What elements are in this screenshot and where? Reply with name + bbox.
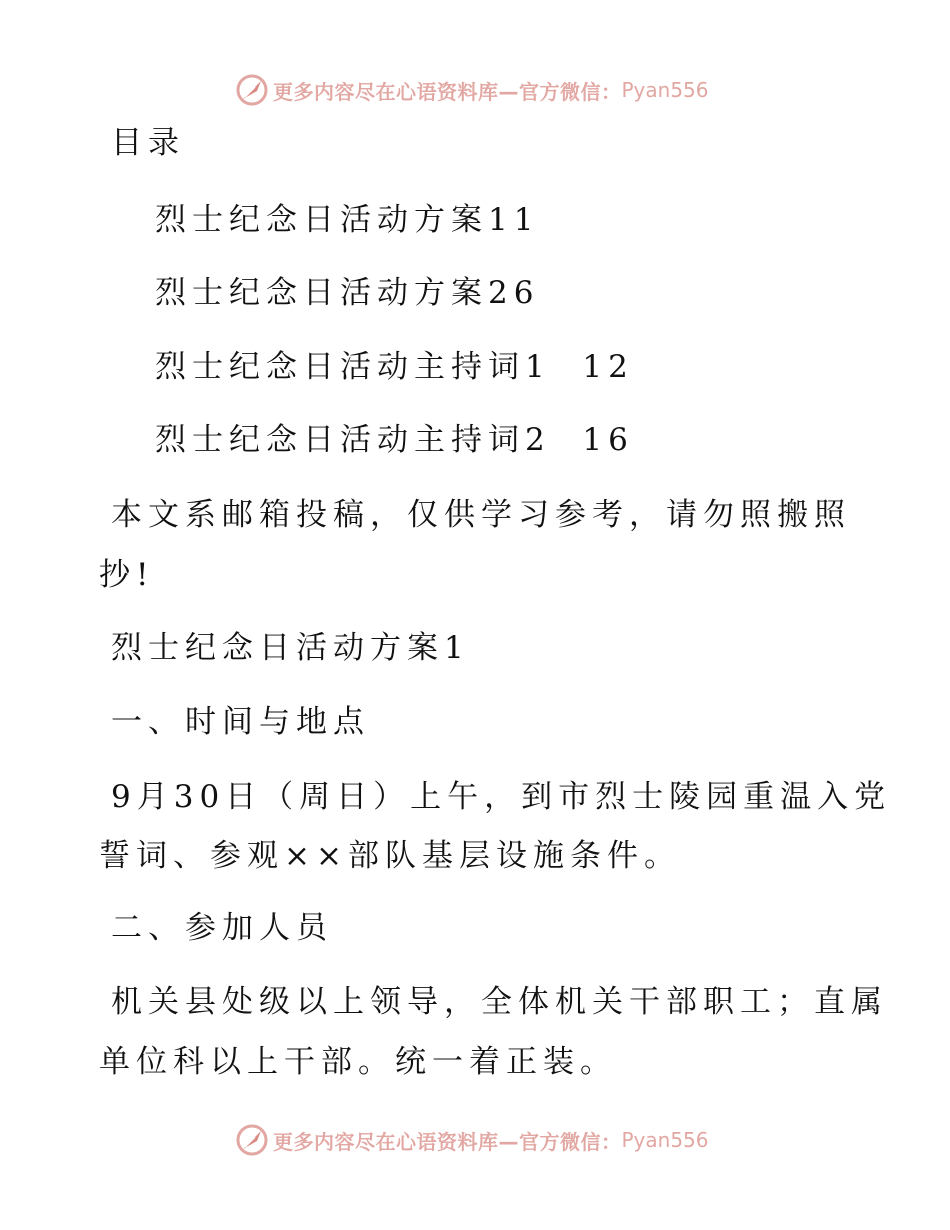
footer-watermark (235, 1122, 709, 1158)
toc-item: 烈士纪念日活动主持词1 12 (155, 349, 634, 385)
paragraph-line: 单位科以上干部。统一着正装。 (99, 1044, 617, 1080)
watermark-text: 更多内容尽在心语资料库—官方微信： (273, 1129, 622, 1154)
toc-item: 烈士纪念日活动主持词2 16 (155, 422, 634, 458)
document-title: 烈士纪念日活动方案1 (111, 630, 470, 666)
section-heading: 一、时间与地点 (111, 704, 370, 740)
section-heading: 二、参加人员 (111, 910, 333, 946)
notice-line: 本文系邮箱投稿，仅供学习参考，请勿照搬照 (111, 497, 851, 533)
quill-logo-icon (235, 1123, 269, 1157)
paragraph-line: 誓词、参观××部队基层设施条件。 (99, 838, 681, 874)
paragraph-line: 9月30日（周日）上午，到市烈士陵园重温入党 (111, 779, 892, 815)
watermark-wechat-id: Pyan556 (621, 1128, 709, 1152)
paragraph-line: 机关县处级以上领导，全体机关干部职工；直属 (111, 984, 888, 1020)
quill-logo-icon (235, 73, 269, 107)
toc-heading: 目录 (111, 125, 185, 161)
watermark-wechat-id: Pyan556 (621, 78, 709, 102)
toc-item: 烈士纪念日活动方案26 (155, 275, 540, 311)
toc-item: 烈士纪念日活动方案11 (155, 202, 540, 238)
notice-line: 抄! (99, 557, 155, 593)
header-watermark (235, 72, 709, 108)
watermark-text: 更多内容尽在心语资料库—官方微信： (273, 79, 622, 104)
